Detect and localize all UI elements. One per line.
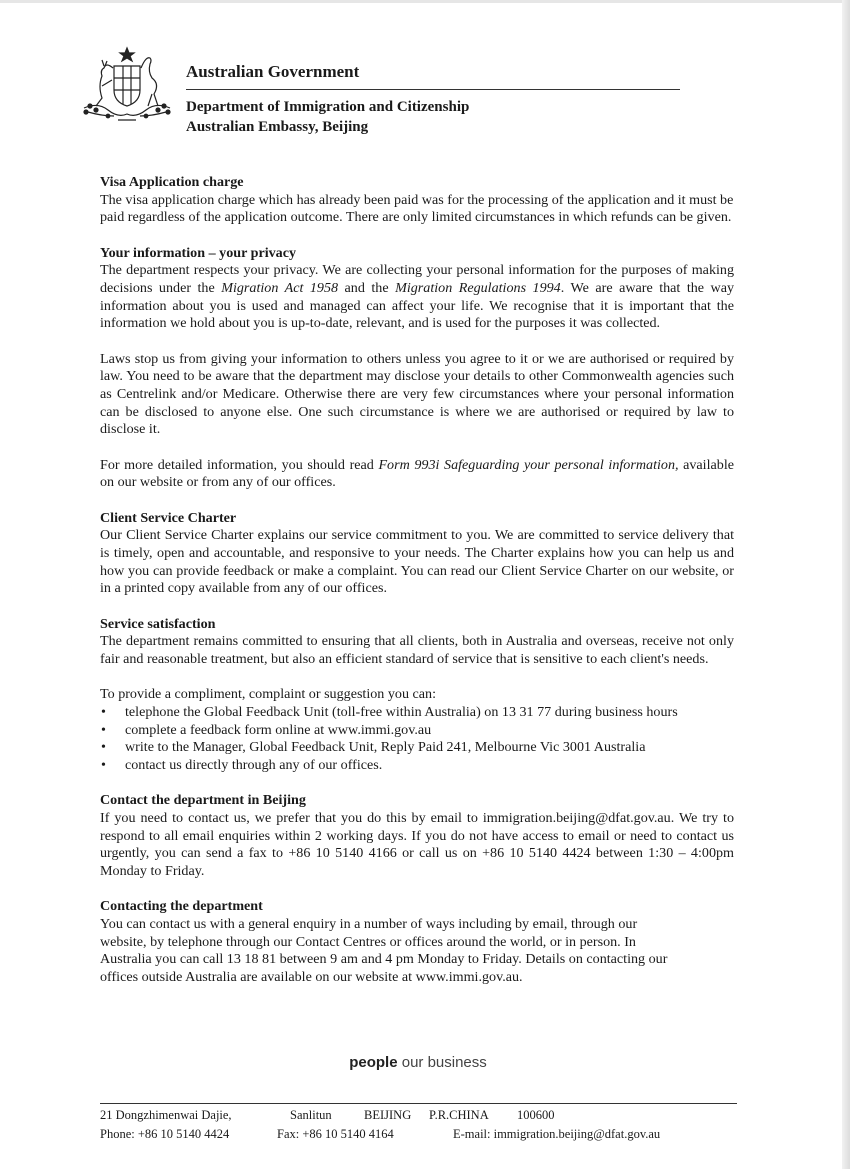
footer-postcode: 100600 bbox=[517, 1108, 555, 1122]
slogan bbox=[0, 1054, 836, 1071]
feedback-section bbox=[100, 686, 734, 775]
department-name: Department of Immigration and Citizenship bbox=[186, 99, 470, 115]
footer bbox=[100, 1106, 737, 1144]
privacy-section bbox=[100, 245, 734, 492]
client-service-charter-text: Our Client Service Charter explains our service commitment to you. We are committed to service delivery that is timely, open and accountable, and responsive to your needs. The Charter explains how you can help us and how you can provide feedback or make a complaint. You can read our Client Service Charter on our website, or in a printed copy available from any of our offices. bbox=[100, 527, 734, 597]
list-item: • telephone the Global Feedback Unit (toll-free within Australia) on 13 31 77 during business hours bbox=[100, 704, 734, 722]
privacy-p1-text-a: The department respects your privacy. We are collecting your personal information for the purposes of making decisions under the bbox=[100, 262, 734, 297]
contacting-department-section bbox=[100, 898, 734, 987]
contacting-line-2: website, by telephone through our Contact Centres or offices around the world, or in person. In bbox=[100, 933, 636, 950]
privacy-p1-text-b: and the bbox=[338, 280, 396, 297]
government-title: Australian Government bbox=[186, 62, 360, 81]
page-top-edge bbox=[0, 0, 850, 3]
footer-fax: Fax: +86 10 5140 4164 bbox=[277, 1127, 394, 1141]
beijing-contact-text: If you need to contact us, we prefer that you do this by email to immigration.beijing@dfat.gov.au. We try to respond to all email enquiries within 2 working days. If you do not have access to email or need to contact us urgently, you can send a fax to +86 10 5140 4166 or call us on +86 10 5140 4424 between 1:30 – 4:00pm Monday to Friday. bbox=[100, 809, 734, 879]
list-item: • contact us directly through any of our offices. bbox=[100, 757, 734, 775]
beijing-contact-heading: Contact the department in Beijing bbox=[100, 792, 306, 809]
service-satisfaction-section bbox=[100, 616, 734, 669]
contacting-line-1: You can contact us with a general enquiry in a number of ways including by email, through our bbox=[100, 915, 638, 932]
document-body bbox=[100, 174, 734, 1004]
footer-country: P.R.CHINA bbox=[429, 1108, 489, 1122]
privacy-paragraph-2: Laws stop us from giving your information to others unless you agree to it or we are authorised or required by law. You need to be aware that the department may disclose your details to other Commonwealth agencies such as Centrelink and/or Medicare. Otherwise there are very few circumstances where your personal information can be disclosed to anyone else. One such circumstance is where we are authorised or required by law to disclose it. bbox=[100, 350, 734, 438]
footer-district: Sanlitun bbox=[290, 1108, 332, 1122]
beijing-contact-section bbox=[100, 792, 734, 881]
feedback-intro: To provide a compliment, complaint or suggestion you can: bbox=[100, 686, 437, 703]
migration-act-reference: Migration Act 1958 bbox=[221, 280, 339, 297]
list-item: • complete a feedback form online at www.immi.gov.au bbox=[100, 722, 734, 740]
contacting-line-3: Australia you can call 13 18 81 between 9 am and 4 pm Monday to Friday. Details on contacting our bbox=[100, 951, 668, 968]
footer-city: BEIJING bbox=[364, 1108, 412, 1122]
privacy-paragraph-1 bbox=[100, 262, 734, 333]
privacy-p3-text-a: For more detailed information, you should read bbox=[100, 456, 379, 473]
privacy-p1-text-c: . We are aware that the way information about you is used and managed can affect your life. We recognise that it is important that the information we hold about you is up-to-date, relevant, and is used for the purposes it was collected. bbox=[100, 280, 735, 332]
client-service-charter-section bbox=[100, 510, 734, 599]
footer-divider bbox=[100, 1103, 737, 1104]
client-service-charter-heading: Client Service Charter bbox=[100, 509, 237, 526]
visa-charge-section bbox=[100, 174, 734, 227]
contacting-department-heading: Contacting the department bbox=[100, 898, 263, 915]
service-satisfaction-text: The department remains committed to ensuring that all clients, both in Australia and overseas, receive not only fair and reasonable treatment, but also an efficient standard of service that is sensitive to each client's needs. bbox=[100, 633, 734, 667]
slogan-rest: our business bbox=[397, 1054, 487, 1071]
coat-of-arms-icon bbox=[78, 46, 176, 124]
office-name: Australian Embassy, Beijing bbox=[186, 119, 369, 135]
footer-phone: Phone: +86 10 5140 4424 bbox=[100, 1127, 230, 1141]
department-block bbox=[186, 97, 469, 137]
privacy-paragraph-3 bbox=[100, 457, 734, 492]
footer-address-row bbox=[100, 1106, 737, 1125]
footer-contact-row bbox=[100, 1125, 737, 1144]
privacy-heading: Your information – your privacy bbox=[100, 244, 297, 261]
privacy-p3-text-b: available on our website or from any of our offices. bbox=[100, 456, 734, 491]
migration-regulations-reference: Migration Regulations 1994 bbox=[395, 280, 561, 297]
form-993i-reference: Form 993i Safeguarding your personal information, bbox=[378, 456, 679, 473]
visa-charge-heading: Visa Application charge bbox=[100, 174, 244, 190]
slogan-bold: people bbox=[349, 1054, 398, 1071]
contacting-line-4: offices outside Australia are available on our website at www.immi.gov.au. bbox=[100, 969, 523, 986]
page-right-edge bbox=[842, 0, 850, 1169]
footer-street: 21 Dongzhimenwai Dajie, bbox=[100, 1108, 232, 1122]
header-divider bbox=[186, 89, 680, 90]
service-satisfaction-heading: Service satisfaction bbox=[100, 615, 216, 632]
feedback-options-list bbox=[100, 704, 734, 775]
list-item: • write to the Manager, Global Feedback Unit, Reply Paid 241, Melbourne Vic 3001 Australia bbox=[100, 739, 734, 757]
footer-email: E-mail: immigration.beijing@dfat.gov.au bbox=[453, 1127, 661, 1141]
visa-charge-text: The visa application charge which has already been paid was for the processing of the application and it must be paid regardless of the application outcome. There are only limited circumstances in which refunds can be given. bbox=[100, 191, 734, 226]
